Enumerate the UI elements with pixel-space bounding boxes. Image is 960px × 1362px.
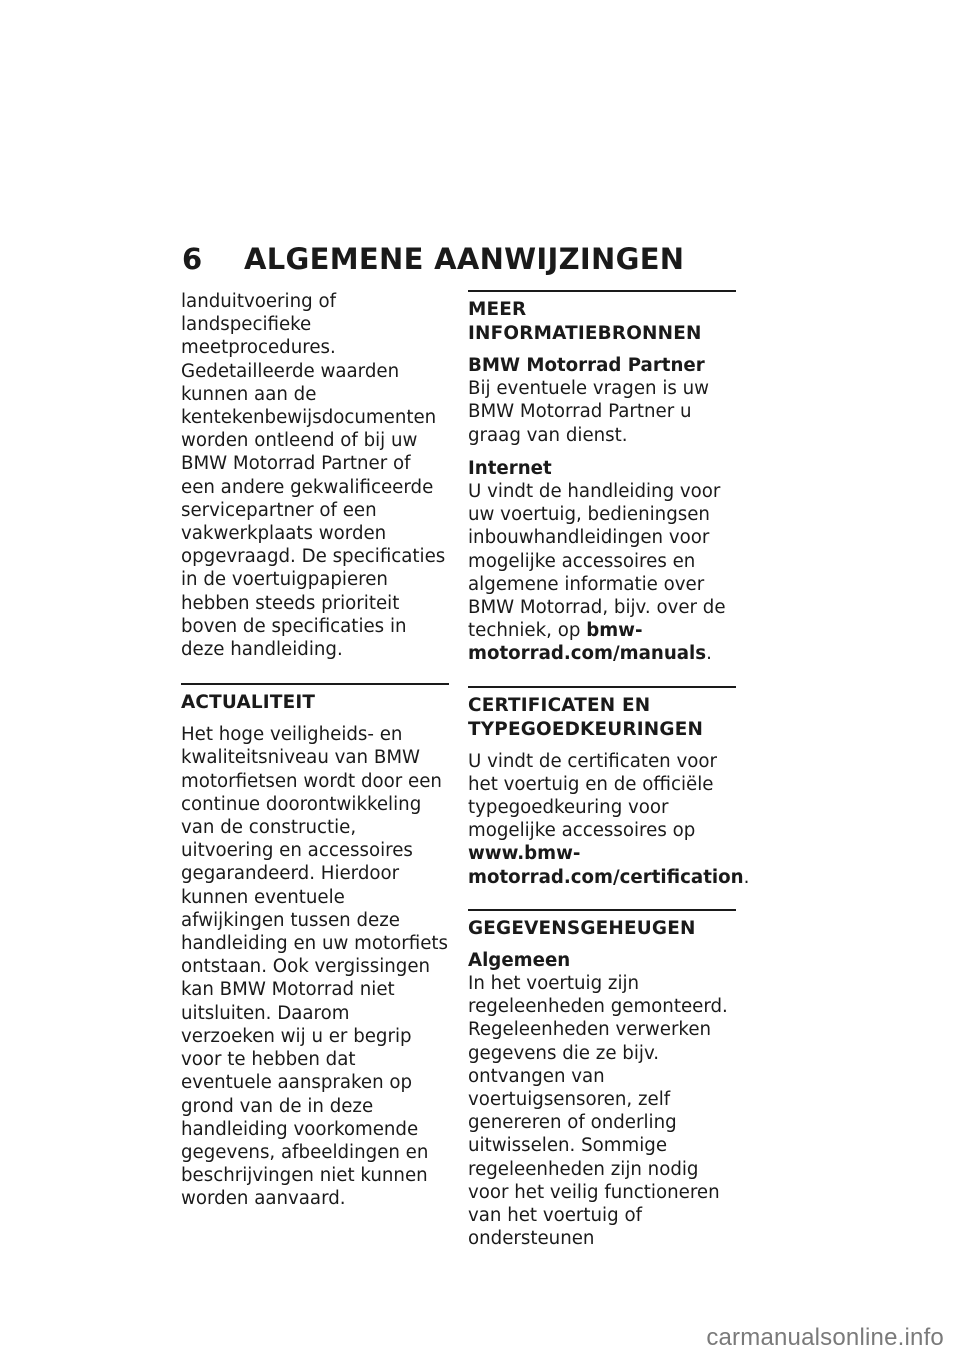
section-title-gegevensgeheugen: GEGEVENSGEHEUGEN (468, 917, 696, 939)
section-gegevensgeheugen (468, 909, 736, 1251)
certificaten-paragraph (468, 750, 750, 889)
chapter-title: ALGEMENE AANWIJZINGEN (244, 242, 685, 276)
partner-paragraph: Bij eventuele vragen is uw BMW Motorrad Partner u graag van dienst. (468, 378, 710, 446)
manuals-link[interactable]: bmw-motorrad.com/manuals (468, 620, 707, 665)
gegevensgeheugen-paragraph: In het voertuig zijn regeleenheden gemonteerd. Regeleenheden verwerken gegevens die ze bijv. ontvangen van voertuigsensoren, zelf genereren of onderling uitwisselen. Sommige regeleenheden zijn nodig voor het veilig functioneren van het voertuig of ondersteunen (468, 973, 728, 1250)
internet-end: . (706, 643, 712, 665)
partner-subtitle: BMW Motorrad Partner (468, 355, 705, 376)
actualiteit-paragraph: Het hoge veiligheids- en kwaliteitsniveau van BMW motorfietsen wordt door een continue doorontwikkeling van de constructie, uitvoering en accessoires gegarandeerd. Hierdoor kunnen eventuele afwijkingen tussen deze handleiding en uw motorfiets ontstaan. Ook vergissingen kan BMW Motorrad niet uitsluiten. Daarom verzoeken wij u er begrip voor te hebben dat eventuele aanspraken op grond van de in deze handleiding voorkomende gegevens, afbeeldingen en beschrijvingen niet kunnen worden aanvaard. (181, 724, 449, 1210)
left-column (181, 290, 449, 1211)
internet-subtitle: Internet (468, 457, 552, 479)
section-meer-informatie (468, 290, 736, 666)
section-title-actualiteit: ACTUALITEIT (181, 692, 316, 714)
certificaten-text: U vindt de certificaten voor het voertuig en de officiële typegoedkeuring voor mogelijke accessoires op (468, 750, 717, 842)
chapter-header (182, 242, 684, 276)
algemeen-subtitle: Algemeen (468, 949, 571, 971)
right-column (468, 290, 750, 1251)
partner-block (468, 354, 736, 447)
section-actualiteit (181, 683, 449, 1210)
section-title-certificaten: CERTIFICATEN EN TYPEGOEDKEURINGEN (468, 694, 704, 740)
chapter-number: 6 (182, 242, 203, 276)
intro-paragraph: landuitvoering of landspecifieke meetprocedures. Gedetailleerde waarden kunnen aan de kentekenbewijsdocumenten worden ontleend of bij uw BMW Motorrad Partner of een andere gekwalificeerde servicepartner of een vakwerkplaats worden opgevraagd. De specificaties in de voertuigpapieren hebben steeds prioriteit boven de specificaties in deze handleiding. (181, 291, 446, 661)
section-certificaten (468, 686, 750, 889)
internet-text: U vindt de handleiding voor uw voertuig, bedieningsen inbouwhandleidingen voor mogelijke accessoires en algemene informatie over BMW Motorrad, bijv. over de techniek, op (468, 481, 726, 642)
certification-link[interactable]: www.bmw-motorrad.com/certification (468, 843, 744, 888)
watermark: carmanualsonline.info (706, 1324, 944, 1351)
internet-block (468, 457, 736, 666)
certificaten-end: . (743, 866, 750, 888)
internet-paragraph (468, 480, 736, 666)
section-title-meer-informatie: MEER INFORMATIEBRONNEN (468, 299, 702, 344)
